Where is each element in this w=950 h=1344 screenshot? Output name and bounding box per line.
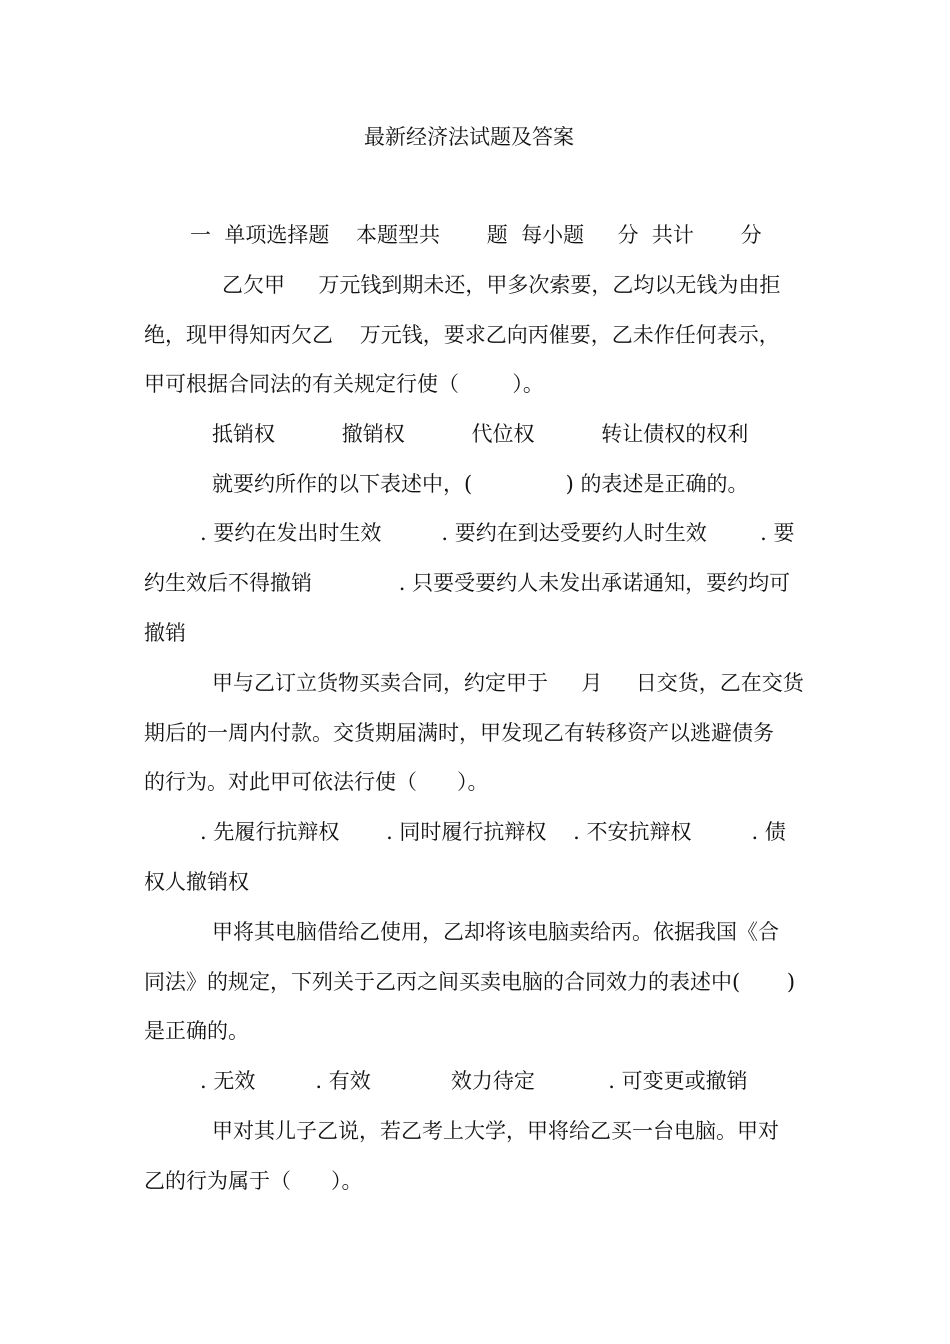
question-2-options-line-2: 约生效后不得撤销 . 只要受要约人未发出承诺通知，要约均可 [144,571,791,595]
question-4-options: . 无效 . 有效 效力待定 . 可变更或撤销 [200,1069,748,1093]
section-heading: 一 单项选择题 本题型共 题 每小题 分 共计 分 [190,223,762,247]
question-3-line-1: 甲与乙订立货物买卖合同，约定甲于 月 日交货，乙在交货 [212,671,804,695]
question-5-line-2: 乙的行为属于（ ）。 [144,1169,363,1193]
question-4-line-2: 同法》的规定，下列关于乙丙之间买卖电脑的合同效力的表述中( ) [144,970,796,994]
question-1-line-3: 甲可根据合同法的有关规定行使（ ）。 [144,372,544,396]
question-2-options-line-1: . 要约在发出时生效 . 要约在到达受要约人时生效 . 要 [200,521,795,545]
question-2-options-line-3: 撤销 [144,621,186,645]
question-1-line-2: 绝，现甲得知丙欠乙 万元钱，要求乙向丙催要，乙未作任何表示， [144,323,780,347]
question-3-line-3: 的行为。对此甲可依法行使（ ）。 [144,770,489,794]
question-1-line-1: 乙欠甲 万元钱到期未还，甲多次索要，乙均以无钱为由拒 [222,273,781,297]
question-3-options-line-2: 权人撤销权 [144,870,249,894]
question-5-line-1: 甲对其儿子乙说，若乙考上大学，甲将给乙买一台电脑。甲对 [212,1119,779,1143]
question-1-options: 抵销权 撤销权 代位权 转让债权的权利 [212,422,749,446]
question-3-options-line-1: . 先履行抗辩权 . 同时履行抗辩权 . 不安抗辩权 . 债 [200,820,786,844]
question-2-line-1: 就要约所作的以下表述中，( ) 的表述是正确的。 [212,472,749,496]
question-4-line-3: 是正确的。 [144,1019,249,1043]
question-3-line-2: 期后的一周内付款。交货期届满时，甲发现乙有转移资产以逃避债务 [144,721,774,745]
document-title: 最新经济法试题及答案 [364,125,574,149]
question-4-line-1: 甲将其电脑借给乙使用，乙却将该电脑卖给丙。依据我国《合 [212,920,779,944]
